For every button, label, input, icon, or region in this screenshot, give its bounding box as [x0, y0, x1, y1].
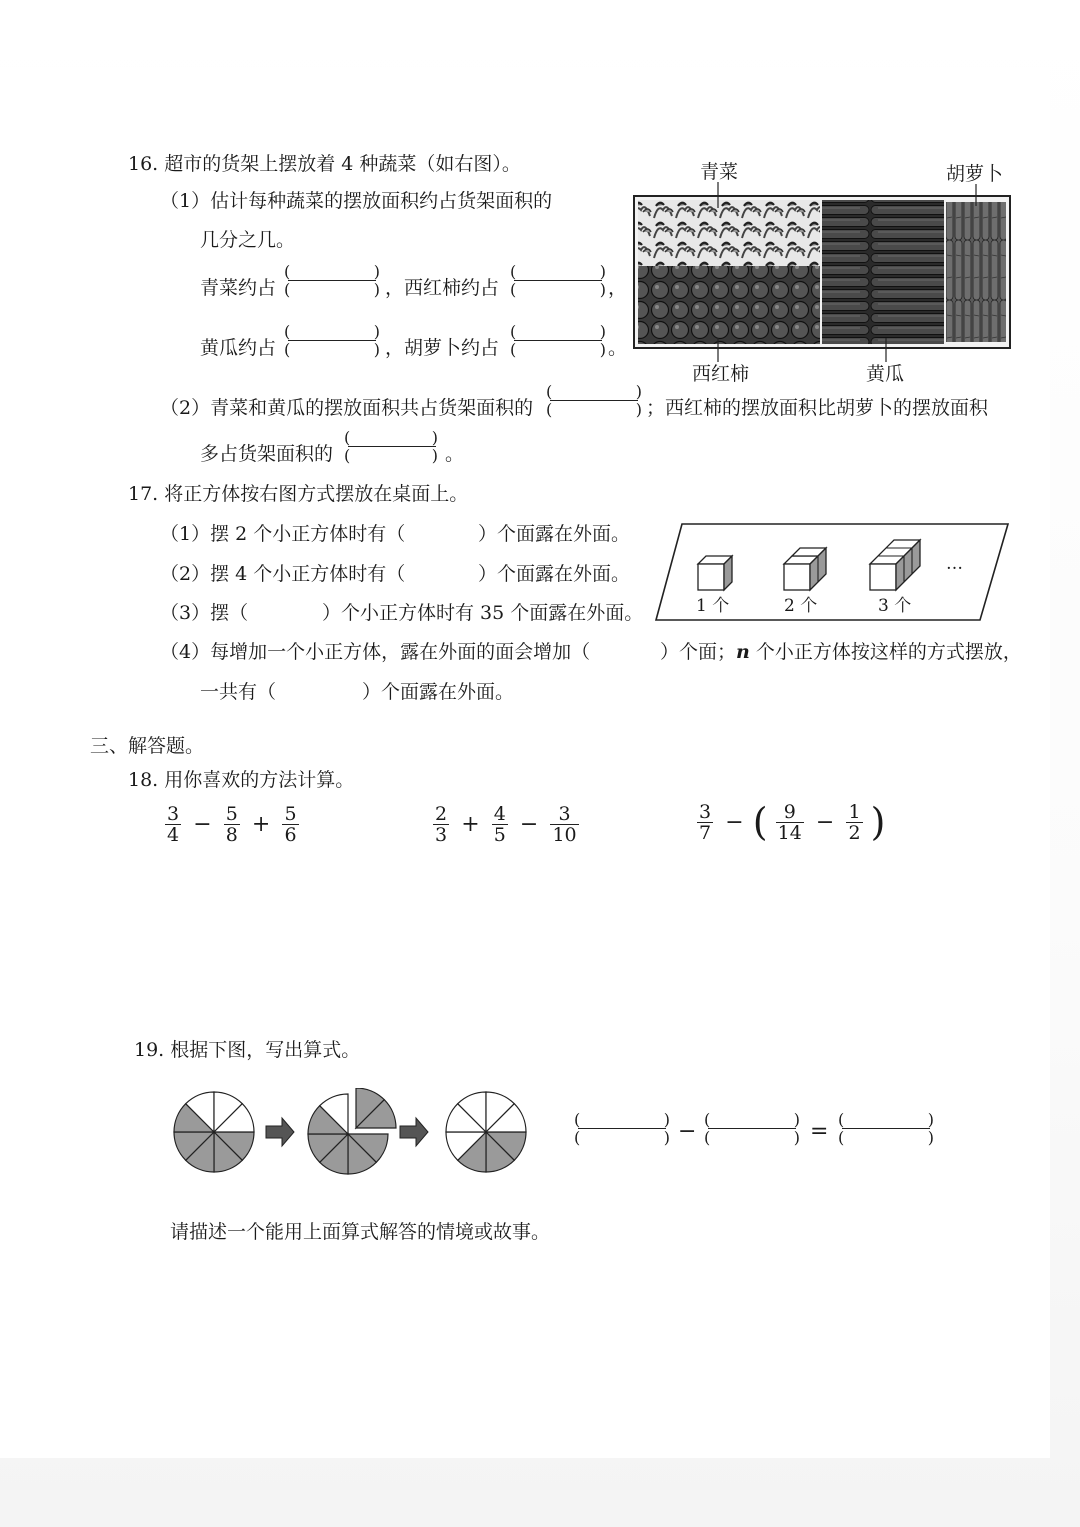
q16-huluobo-answer-blank[interactable]: ( ) ( ) [510, 322, 606, 359]
q18-expression-1: $\frac{3}{4}$ − $\frac{5}{8}$ + $\frac{5}{6}$ [167, 803, 297, 846]
fraction: $\frac{5}{6}$ [284, 803, 297, 846]
q16-part2-line1b: ；西红柿的摆放面积比胡萝卜的摆放面积 [646, 397, 989, 419]
fraction: $\frac{9}{14}$ [777, 800, 802, 844]
fraction: $\frac{3}{4}$ [167, 803, 180, 846]
q19-title: 19. 根据下图，写出算式。 [134, 1039, 361, 1061]
pie-sequence-figure [170, 1088, 536, 1176]
q16-qingcai-answer-blank[interactable]: ( ) ( ) [284, 262, 380, 299]
q16-part2-period: 。 [445, 443, 465, 465]
q16-huanggua-answer-blank[interactable]: ( ) ( ) [284, 322, 380, 359]
q16-part2-line2: 多占货架面积的 [200, 443, 334, 465]
pie-1 [174, 1092, 254, 1172]
huluobo-region [946, 202, 1006, 342]
fraction: $\frac{3}{10}$ [552, 803, 577, 846]
q16-period: 。 [608, 337, 628, 359]
q17-p4-line2-start: 一共有（ [200, 681, 277, 703]
arrow-right-icon [266, 1118, 294, 1146]
fig-label-qingcai: 青菜 [700, 161, 739, 183]
q17-p3-end: ）个小正方体时有 35 个面露在外面。 [322, 602, 644, 624]
cube-label-1: 1 个 [696, 596, 730, 616]
pie-3 [446, 1092, 526, 1172]
q19-blank-3[interactable]: ( ) ( ) [838, 1110, 934, 1147]
q16-qingcai-label: 青菜约占 [200, 277, 277, 299]
q16-xihongshi-answer-blank[interactable]: ( ) ( ) [510, 262, 606, 299]
q16-part2-line1a: （2）青菜和黄瓜的摆放面积共占货架面积的 [160, 397, 534, 419]
q16-part2-difference-blank[interactable]: ( ) ( ) [344, 428, 438, 465]
pie-2 [308, 1088, 396, 1174]
arrow-right-icon [400, 1118, 428, 1146]
vegetable-shelf-figure [630, 180, 1014, 364]
q19-equals-sign: = [810, 1119, 829, 1144]
q17-p3-start: （3）摆（ [160, 602, 249, 624]
fig-label-huanggua: 黄瓜 [866, 363, 905, 385]
q18-title: 18. 用你喜欢的方法计算。 [128, 769, 355, 791]
cube-group-1 [698, 556, 732, 590]
q16-comma: ， [608, 277, 628, 299]
huanggua-region [822, 200, 944, 344]
fraction: $\frac{2}{3}$ [435, 803, 448, 846]
q17-p4-mid: ）个面；n 个小正方体按这样的方式摆放， [660, 641, 1022, 663]
q16-xihongshi-label: ，西红柿约占 [385, 277, 500, 299]
xihongshi-region [638, 266, 820, 344]
q16-title: 16. 超市的货架上摆放着 4 种蔬菜（如右图）。 [128, 153, 521, 175]
q17-title: 17. 将正方体按右图方式摆放在桌面上。 [128, 483, 469, 505]
q19-blank-2[interactable]: ( ) ( ) [704, 1110, 800, 1147]
q16-part1-line2: 几分之几。 [200, 229, 296, 251]
q19-blank-1[interactable]: ( ) ( ) [574, 1110, 670, 1147]
q17-p4-start: （4）每增加一个小正方体，露在外面的面会增加（ [160, 641, 591, 663]
q19-minus-sign: − [678, 1119, 697, 1144]
q17-p2-end: ）个面露在外面。 [478, 563, 631, 585]
section3-title: 三、解答题。 [90, 735, 205, 757]
fraction: $\frac{5}{8}$ [225, 803, 238, 846]
fraction: $\frac{4}{5}$ [493, 803, 506, 846]
q18-expression-2: $\frac{2}{3}$ + $\frac{4}{5}$ − $\frac{3}{10}$ [435, 803, 577, 846]
q16-part1-line1: （1）估计每种蔬菜的摆放面积约占货架面积的 [160, 190, 553, 212]
cube-label-2: 2 个 [784, 596, 818, 616]
fig-label-xihongshi: 西红柿 [692, 363, 750, 385]
q17-p1-end: ）个面露在外面。 [478, 523, 631, 545]
fig-label-huluobo: 胡萝卜 [946, 163, 1004, 185]
q17-p1-start: （1）摆 2 个小正方体时有（ [160, 523, 406, 545]
q18-expression-3: $\frac{3}{7}$ − ( $\frac{9}{14}$ − $\frac{1}{2}$ ) [699, 800, 886, 844]
q16-huluobo-label: ，胡萝卜约占 [385, 337, 500, 359]
fraction: $\frac{1}{2}$ [848, 800, 861, 844]
q16-huanggua-label: 黄瓜约占 [200, 337, 277, 359]
q19-story-prompt: 请描述一个能用上面算式解答的情境或故事。 [170, 1221, 551, 1243]
q17-p4-line2-end: ）个面露在外面。 [362, 681, 515, 703]
fraction: $\frac{3}{7}$ [699, 800, 712, 844]
cube-ellipsis: … [946, 554, 963, 574]
q16-part2-combined-blank[interactable]: ( ) ( ) [546, 382, 642, 419]
cube-label-3: 3 个 [878, 596, 912, 616]
qingcai-region [638, 200, 820, 266]
q17-p2-start: （2）摆 4 个小正方体时有（ [160, 563, 406, 585]
